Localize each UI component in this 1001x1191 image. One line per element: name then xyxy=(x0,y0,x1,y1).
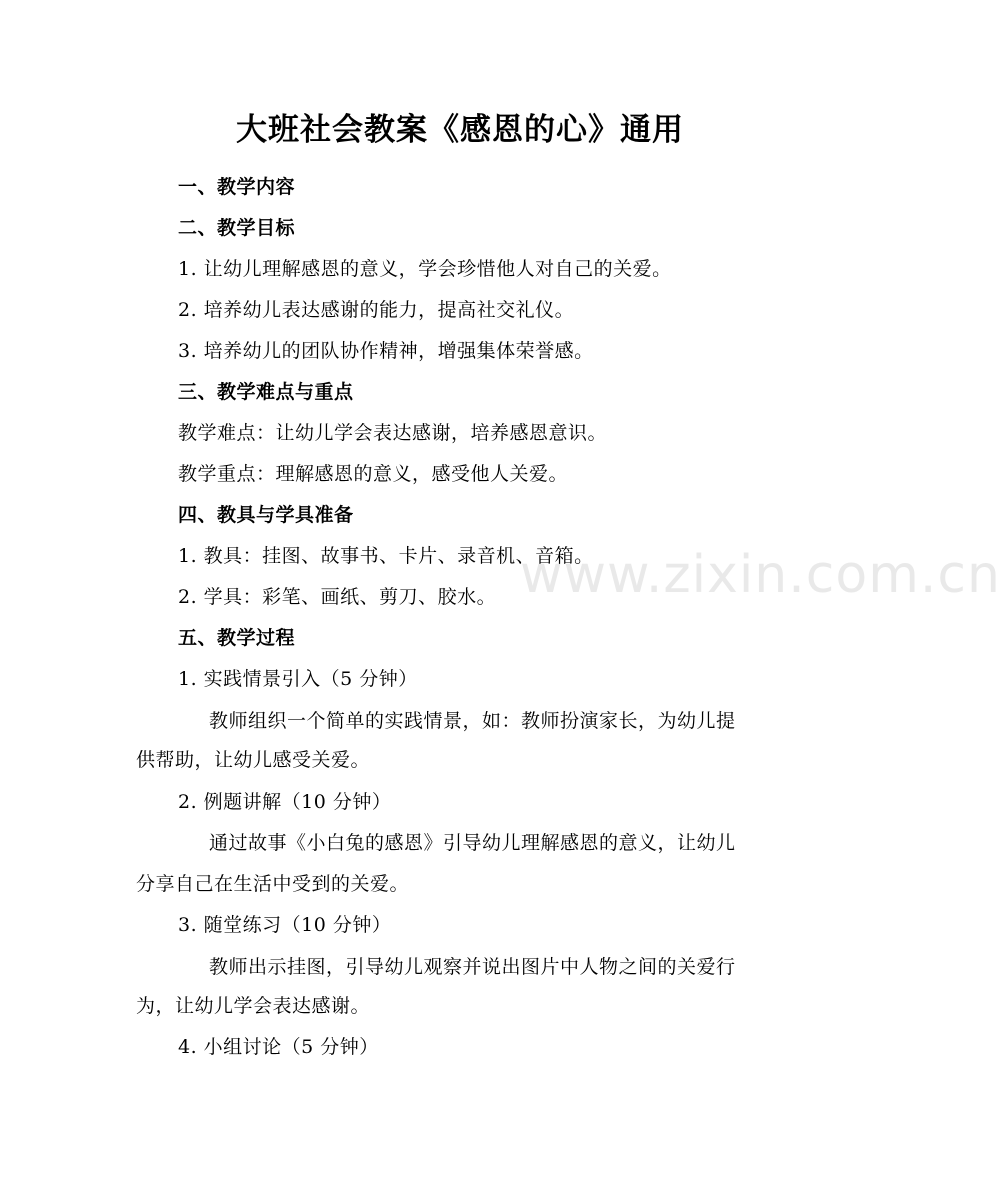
watermark: www.zixin.com.cn xyxy=(520,545,1001,605)
section-heading-difficulties: 三、教学难点与重点 xyxy=(178,381,354,403)
process-step-3: 3. 随堂练习（10 分钟） xyxy=(178,914,392,936)
process-paragraph-2-line-2: 分享自己在生活中受到的关爱。 xyxy=(136,873,410,895)
process-paragraph-2-line-1: 通过故事《小白兔的感恩》引导幼儿理解感恩的意义，让幼儿 xyxy=(209,832,736,854)
section-heading-process: 五、教学过程 xyxy=(178,627,296,649)
process-step-2: 2. 例题讲解（10 分钟） xyxy=(178,791,392,813)
process-step-1: 1. 实践情景引入（5 分钟） xyxy=(178,668,418,690)
objective-item-2: 2. 培养幼儿表达感谢的能力，提高社交礼仪。 xyxy=(178,299,575,321)
materials-item-1: 1. 教具：挂图、故事书、卡片、录音机、音箱。 xyxy=(178,545,594,567)
document-title: 大班社会教案《感恩的心》通用 xyxy=(236,112,684,148)
process-paragraph-1-line-1: 教师组织一个简单的实践情景，如：教师扮演家长，为幼儿提 xyxy=(209,710,736,732)
process-paragraph-3-line-1: 教师出示挂图，引导幼儿观察并说出图片中人物之间的关爱行 xyxy=(209,956,736,978)
key-point-text: 教学重点：理解感恩的意义，感受他人关爱。 xyxy=(178,463,569,485)
difficulty-text: 教学难点：让幼儿学会表达感谢，培养感恩意识。 xyxy=(178,422,608,444)
process-paragraph-3-line-2: 为，让幼儿学会表达感谢。 xyxy=(136,995,371,1017)
section-heading-objectives: 二、教学目标 xyxy=(178,217,296,239)
objective-item-1: 1. 让幼儿理解感恩的意义，学会珍惜他人对自己的关爱。 xyxy=(178,258,672,280)
section-heading-materials: 四、教具与学具准备 xyxy=(178,504,354,526)
process-step-4: 4. 小组讨论（5 分钟） xyxy=(178,1036,379,1058)
section-heading-content: 一、教学内容 xyxy=(178,176,296,198)
materials-item-2: 2. 学具：彩笔、画纸、剪刀、胶水。 xyxy=(178,586,497,608)
process-paragraph-1-line-2: 供帮助，让幼儿感受关爱。 xyxy=(136,749,371,771)
objective-item-3: 3. 培养幼儿的团队协作精神，增强集体荣誉感。 xyxy=(178,340,594,362)
